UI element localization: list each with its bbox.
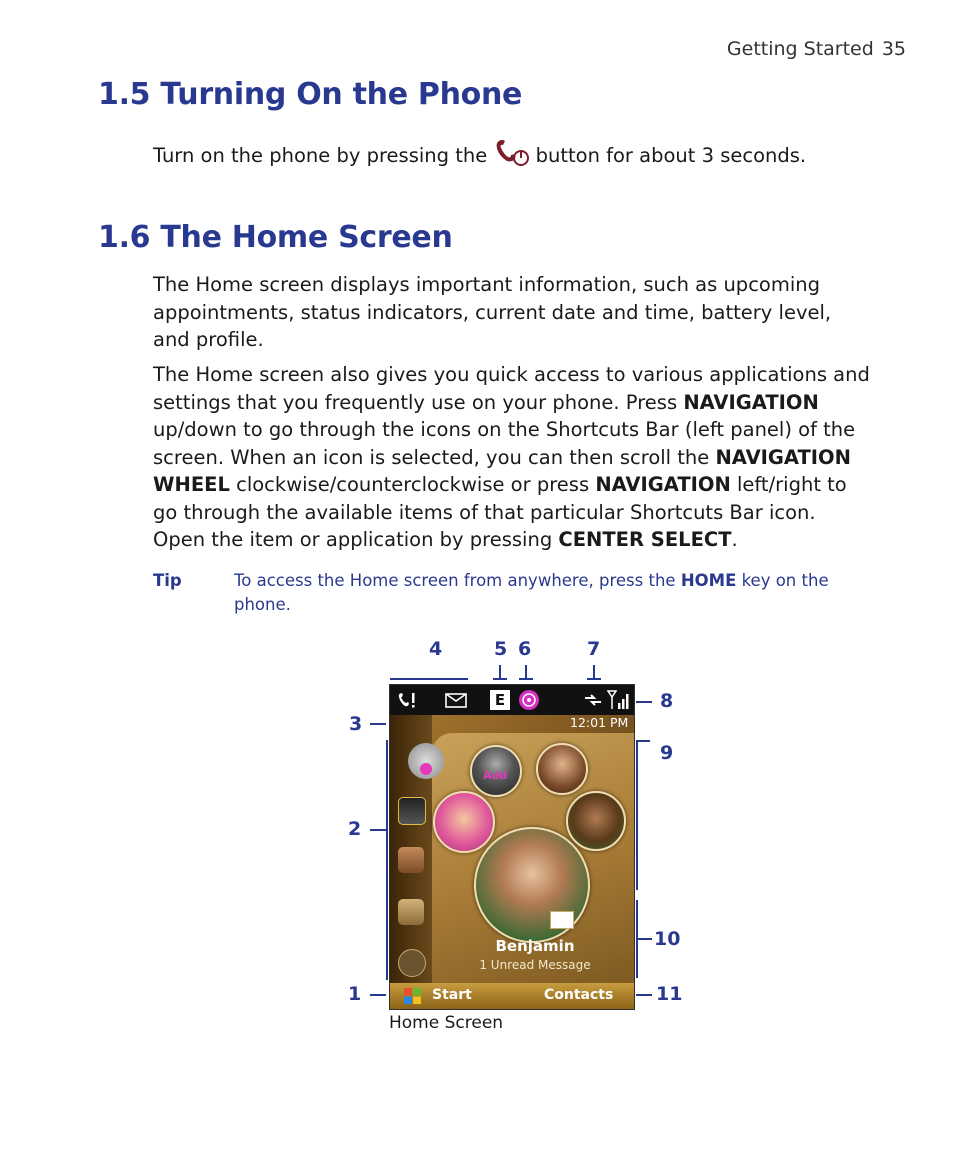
- tip-text-c: key on the phone.: [234, 571, 829, 614]
- s15-text-before: Turn on the phone by pressing the: [153, 144, 488, 167]
- contact-status: 1 Unread Message: [479, 958, 591, 972]
- callout-line-3: [370, 723, 386, 725]
- callout-7: 7: [587, 638, 601, 660]
- callout-line-9-cap: [636, 740, 650, 742]
- callout-11: 11: [656, 983, 683, 1005]
- callout-line-4: [390, 678, 468, 680]
- unread-message-icon: [550, 911, 574, 929]
- p2-text-a: The Home screen also gives you quick access to various applications and settings that you frequently use on your phone. Press: [153, 363, 870, 414]
- p2-text-e: left/right to go through the available items of that particular Shortcuts Bar icon. Open the item or application by pressing: [153, 473, 847, 551]
- callout-5: 5: [494, 638, 508, 660]
- contact-avatar-woman[interactable]: [566, 791, 626, 851]
- callout-line-2-cap: [370, 829, 386, 831]
- internet-shortcut-icon[interactable]: [398, 949, 426, 977]
- calendar-shortcut-icon[interactable]: [398, 899, 424, 925]
- p2-bold-navigation-2: NAVIGATION: [595, 473, 731, 496]
- p2-bold-navigation-wheel: NAVIGATION WHEEL: [153, 445, 851, 496]
- connection-icon: [582, 690, 604, 710]
- add-contact-label: Add: [483, 769, 508, 782]
- callout-line-7-cap: [587, 678, 601, 680]
- callout-3: 3: [349, 713, 363, 735]
- p2-text-d: clockwise/counterclockwise or press: [229, 473, 596, 496]
- callout-line-11: [636, 994, 652, 996]
- media-shortcut-icon[interactable]: [398, 797, 426, 825]
- callout-1: 1: [348, 983, 362, 1005]
- callout-2: 2: [348, 818, 362, 840]
- message-icon: [445, 693, 467, 708]
- contact-avatar-girl[interactable]: [536, 743, 588, 795]
- callout-line-9: [636, 740, 638, 890]
- callout-8: 8: [660, 690, 674, 712]
- p2-bold-center-select: CENTER SELECT: [558, 528, 732, 551]
- windows-start-icon: [404, 988, 422, 1005]
- callout-line-5-cap: [493, 678, 507, 680]
- p2-text-f: .: [731, 528, 738, 551]
- soft-key-bar: [390, 983, 634, 1009]
- callout-6: 6: [518, 638, 532, 660]
- start-soft-key[interactable]: Start: [432, 987, 472, 1003]
- home-screen-paragraph-2: [153, 361, 873, 554]
- callout-line-8: [636, 701, 652, 703]
- callout-line-6-cap: [519, 678, 533, 680]
- page-number: 35: [881, 38, 906, 60]
- home-screen-paragraph-1: The Home screen displays important information, such as upcoming appointments, status indicators, current date and time, battery level, and profile.: [153, 273, 832, 351]
- tip-text: [234, 569, 834, 617]
- callout-9: 9: [660, 742, 674, 764]
- status-bar: [390, 685, 634, 715]
- tip-bold-home: HOME: [680, 571, 737, 590]
- tip-text-a: To access the Home screen from anywhere, press the: [234, 571, 681, 590]
- p2-text-c: up/down to go through the icons on the Shortcuts Bar (left panel) of the screen. When an icon is selected, you can then scroll the: [153, 418, 856, 469]
- section-1-5-text: [153, 138, 873, 170]
- running-header-section: Getting Started: [726, 38, 874, 60]
- running-header: [727, 38, 906, 60]
- contact-avatar-cartoon[interactable]: [433, 791, 495, 853]
- section-1-5-title: 1.5 Turning On the Phone: [98, 77, 523, 112]
- signal-strength-icon: [606, 689, 630, 711]
- apps-shortcut-dot-icon: [420, 763, 432, 775]
- section-1-6-title: 1.6 The Home Screen: [98, 220, 453, 255]
- profile-indicator-icon: [518, 689, 540, 711]
- callout-line-1: [370, 994, 386, 996]
- s15-text-after: button for about 3 seconds.: [535, 144, 807, 167]
- callout-4: 4: [429, 638, 443, 660]
- status-clock: 12:01 PM: [570, 715, 629, 730]
- power-end-key-icon: [493, 138, 529, 168]
- edge-e-icon: E: [490, 690, 510, 710]
- phone-home-screen: [389, 684, 635, 1010]
- callout-10: 10: [654, 928, 681, 950]
- tip-label: Tip: [153, 571, 182, 590]
- contact-name: Benjamin: [495, 937, 575, 955]
- p2-bold-navigation: NAVIGATION: [683, 390, 819, 414]
- missed-call-icon: [396, 691, 418, 711]
- figure-caption: Home Screen: [389, 1013, 504, 1033]
- contacts-soft-key[interactable]: Contacts: [544, 987, 614, 1003]
- callout-line-2: [386, 740, 388, 980]
- messaging-shortcut-icon[interactable]: [398, 847, 424, 873]
- callout-line-10-cap: [636, 938, 652, 940]
